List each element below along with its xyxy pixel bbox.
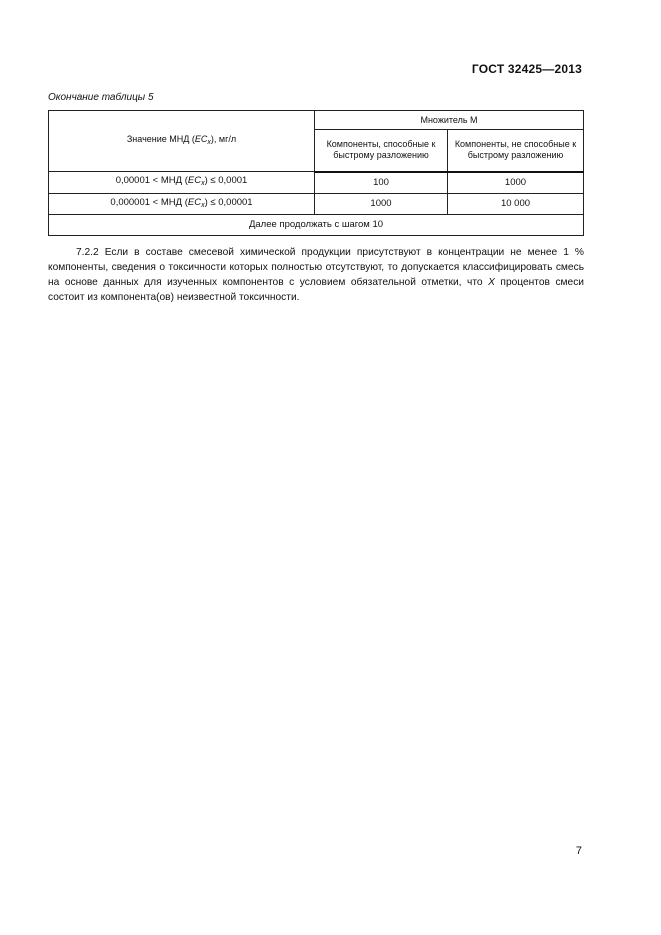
rapid-cell: 100: [315, 172, 448, 194]
table-row: [49, 172, 584, 194]
col-group-header: Множитель М: [315, 111, 584, 130]
range-cell: 0,00001 < МНД $(EC_x) \le 0,0001$: [49, 172, 315, 194]
nonrapid-cell: 1000: [448, 172, 584, 194]
page-number: 7: [575, 845, 582, 857]
table-caption: Окончание таблицы 5: [48, 92, 154, 103]
table-row: [49, 193, 584, 214]
document-header: ГОСТ 32425—2013: [471, 62, 582, 76]
data-table: [48, 110, 584, 236]
nonrapid-cell: 10 000: [448, 193, 584, 214]
continuation-note: Далее продолжать с шагом 10: [49, 214, 584, 235]
body-paragraph: 7.2.2 Если в составе смесевой химической продукции присутствуют в концентрации не менее 1 % компоненты, сведения о токсичности которых полностью отсутствуют, то допускается классифицировать смесь на основе данных для изученных компонентов с условием обязательной отметки, что X процентов смеси состоит из компонента(ов) неизвестной токсичности.: [48, 247, 584, 303]
range-cell: 0,000001 < МНД $(EC_x) \le 0,00001$: [49, 193, 315, 214]
col-header-rapid: Компоненты, способные к быстрому разложению: [315, 130, 448, 172]
col-header-nonrapid: Компоненты, не способные к быстрому разложению: [448, 130, 584, 172]
rapid-cell: 1000: [315, 193, 448, 214]
table-footer-row: [49, 214, 584, 235]
col-header-mnd: Значение МНД $(EC_x)$, мг/л: [49, 111, 315, 172]
